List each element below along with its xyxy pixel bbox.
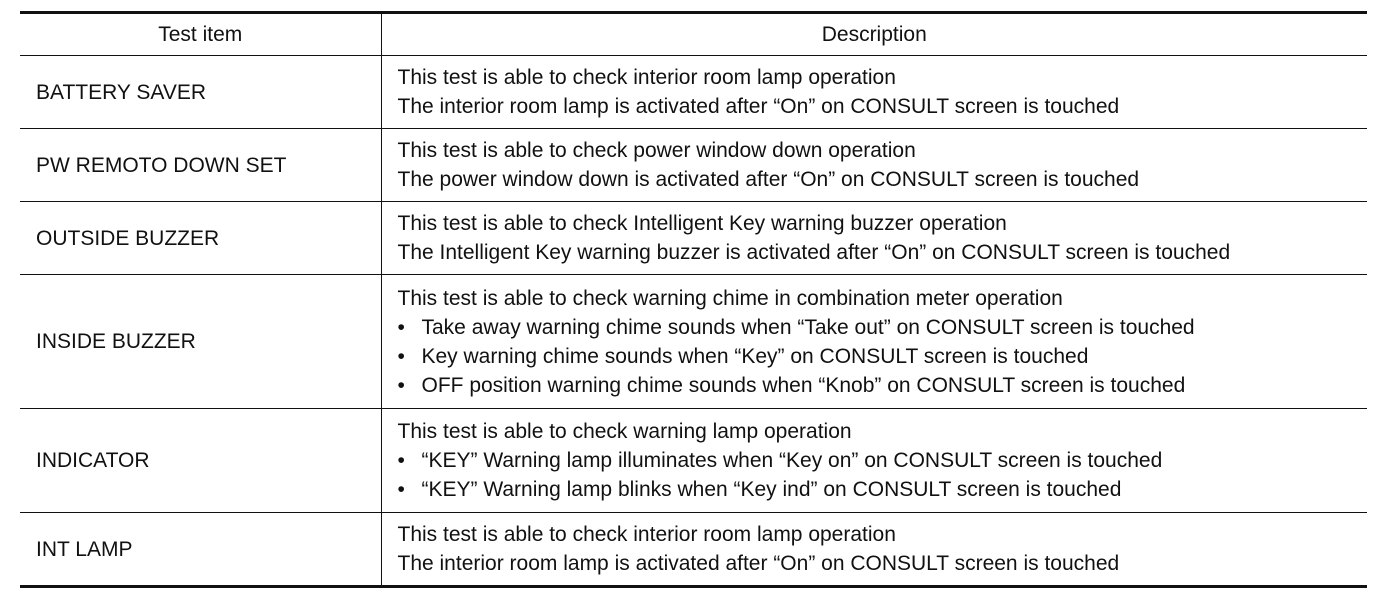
test-item-name: INDICATOR xyxy=(20,409,381,513)
description-line: This test is able to check warning lamp operation xyxy=(397,420,852,443)
bullet-icon: • xyxy=(397,449,405,472)
header-test-item: Test item xyxy=(20,13,381,56)
header-description: Description xyxy=(381,13,1367,56)
test-item-description xyxy=(381,56,1367,129)
description-line: This test is able to check warning chime in combination meter operation xyxy=(397,286,1063,310)
table-row-int-lamp xyxy=(20,513,1367,587)
table-row-outside-buzzer xyxy=(20,202,1367,275)
description-line: The interior room lamp is activated after “On” on CONSULT screen is touched xyxy=(397,552,1120,575)
bullet-icon: • xyxy=(397,373,405,397)
bullet-text: OFF position warning chime sounds when “Knob” on CONSULT screen is touched xyxy=(421,373,1186,397)
bullet-item xyxy=(398,371,1360,400)
bullet-item xyxy=(398,475,1360,504)
test-item-description xyxy=(381,202,1367,275)
test-item-name: PW REMOTO DOWN SET xyxy=(20,129,381,202)
test-item-name: BATTERY SAVER xyxy=(20,56,381,129)
bullet-icon: • xyxy=(397,344,405,368)
test-item-name: INT LAMP xyxy=(20,513,381,587)
bullet-icon: • xyxy=(397,315,405,339)
table-row-pw-remoto-down-set xyxy=(20,129,1367,202)
test-item-table xyxy=(20,11,1367,588)
bullet-text: Take away warning chime sounds when “Take out” on CONSULT screen is touched xyxy=(421,315,1195,339)
test-item-description xyxy=(381,513,1367,587)
description-line: This test is able to check interior room lamp operation xyxy=(397,523,896,546)
description-line: This test is able to check interior room lamp operation xyxy=(397,66,896,89)
bullet-item xyxy=(398,313,1360,342)
bullet-text: “KEY” Warning lamp blinks when “Key ind” on CONSULT screen is touched xyxy=(421,478,1122,501)
table-header-row xyxy=(20,13,1367,56)
test-item-description xyxy=(381,129,1367,202)
table-row-indicator xyxy=(20,409,1367,513)
test-item-name: OUTSIDE BUZZER xyxy=(20,202,381,275)
description-line: The Intelligent Key warning buzzer is activated after “On” on CONSULT screen is touched xyxy=(397,241,1231,264)
bullet-item xyxy=(398,342,1360,371)
test-item-name: INSIDE BUZZER xyxy=(20,275,381,409)
description-line: This test is able to check power window down operation xyxy=(397,139,916,162)
description-line: The interior room lamp is activated after “On” on CONSULT screen is touched xyxy=(397,95,1120,118)
test-item-description xyxy=(381,409,1367,513)
description-line: This test is able to check Intelligent Key warning buzzer operation xyxy=(397,212,1007,235)
bullet-item xyxy=(398,446,1360,475)
table-row-battery-saver xyxy=(20,56,1367,129)
test-item-description xyxy=(381,275,1367,409)
bullet-text: Key warning chime sounds when “Key” on CONSULT screen is touched xyxy=(421,344,1089,368)
bullet-icon: • xyxy=(397,478,405,501)
description-line: The power window down is activated after “On” on CONSULT screen is touched xyxy=(397,168,1140,191)
table-row-inside-buzzer xyxy=(20,275,1367,409)
bullet-text: “KEY” Warning lamp illuminates when “Key on” on CONSULT screen is touched xyxy=(421,449,1163,472)
